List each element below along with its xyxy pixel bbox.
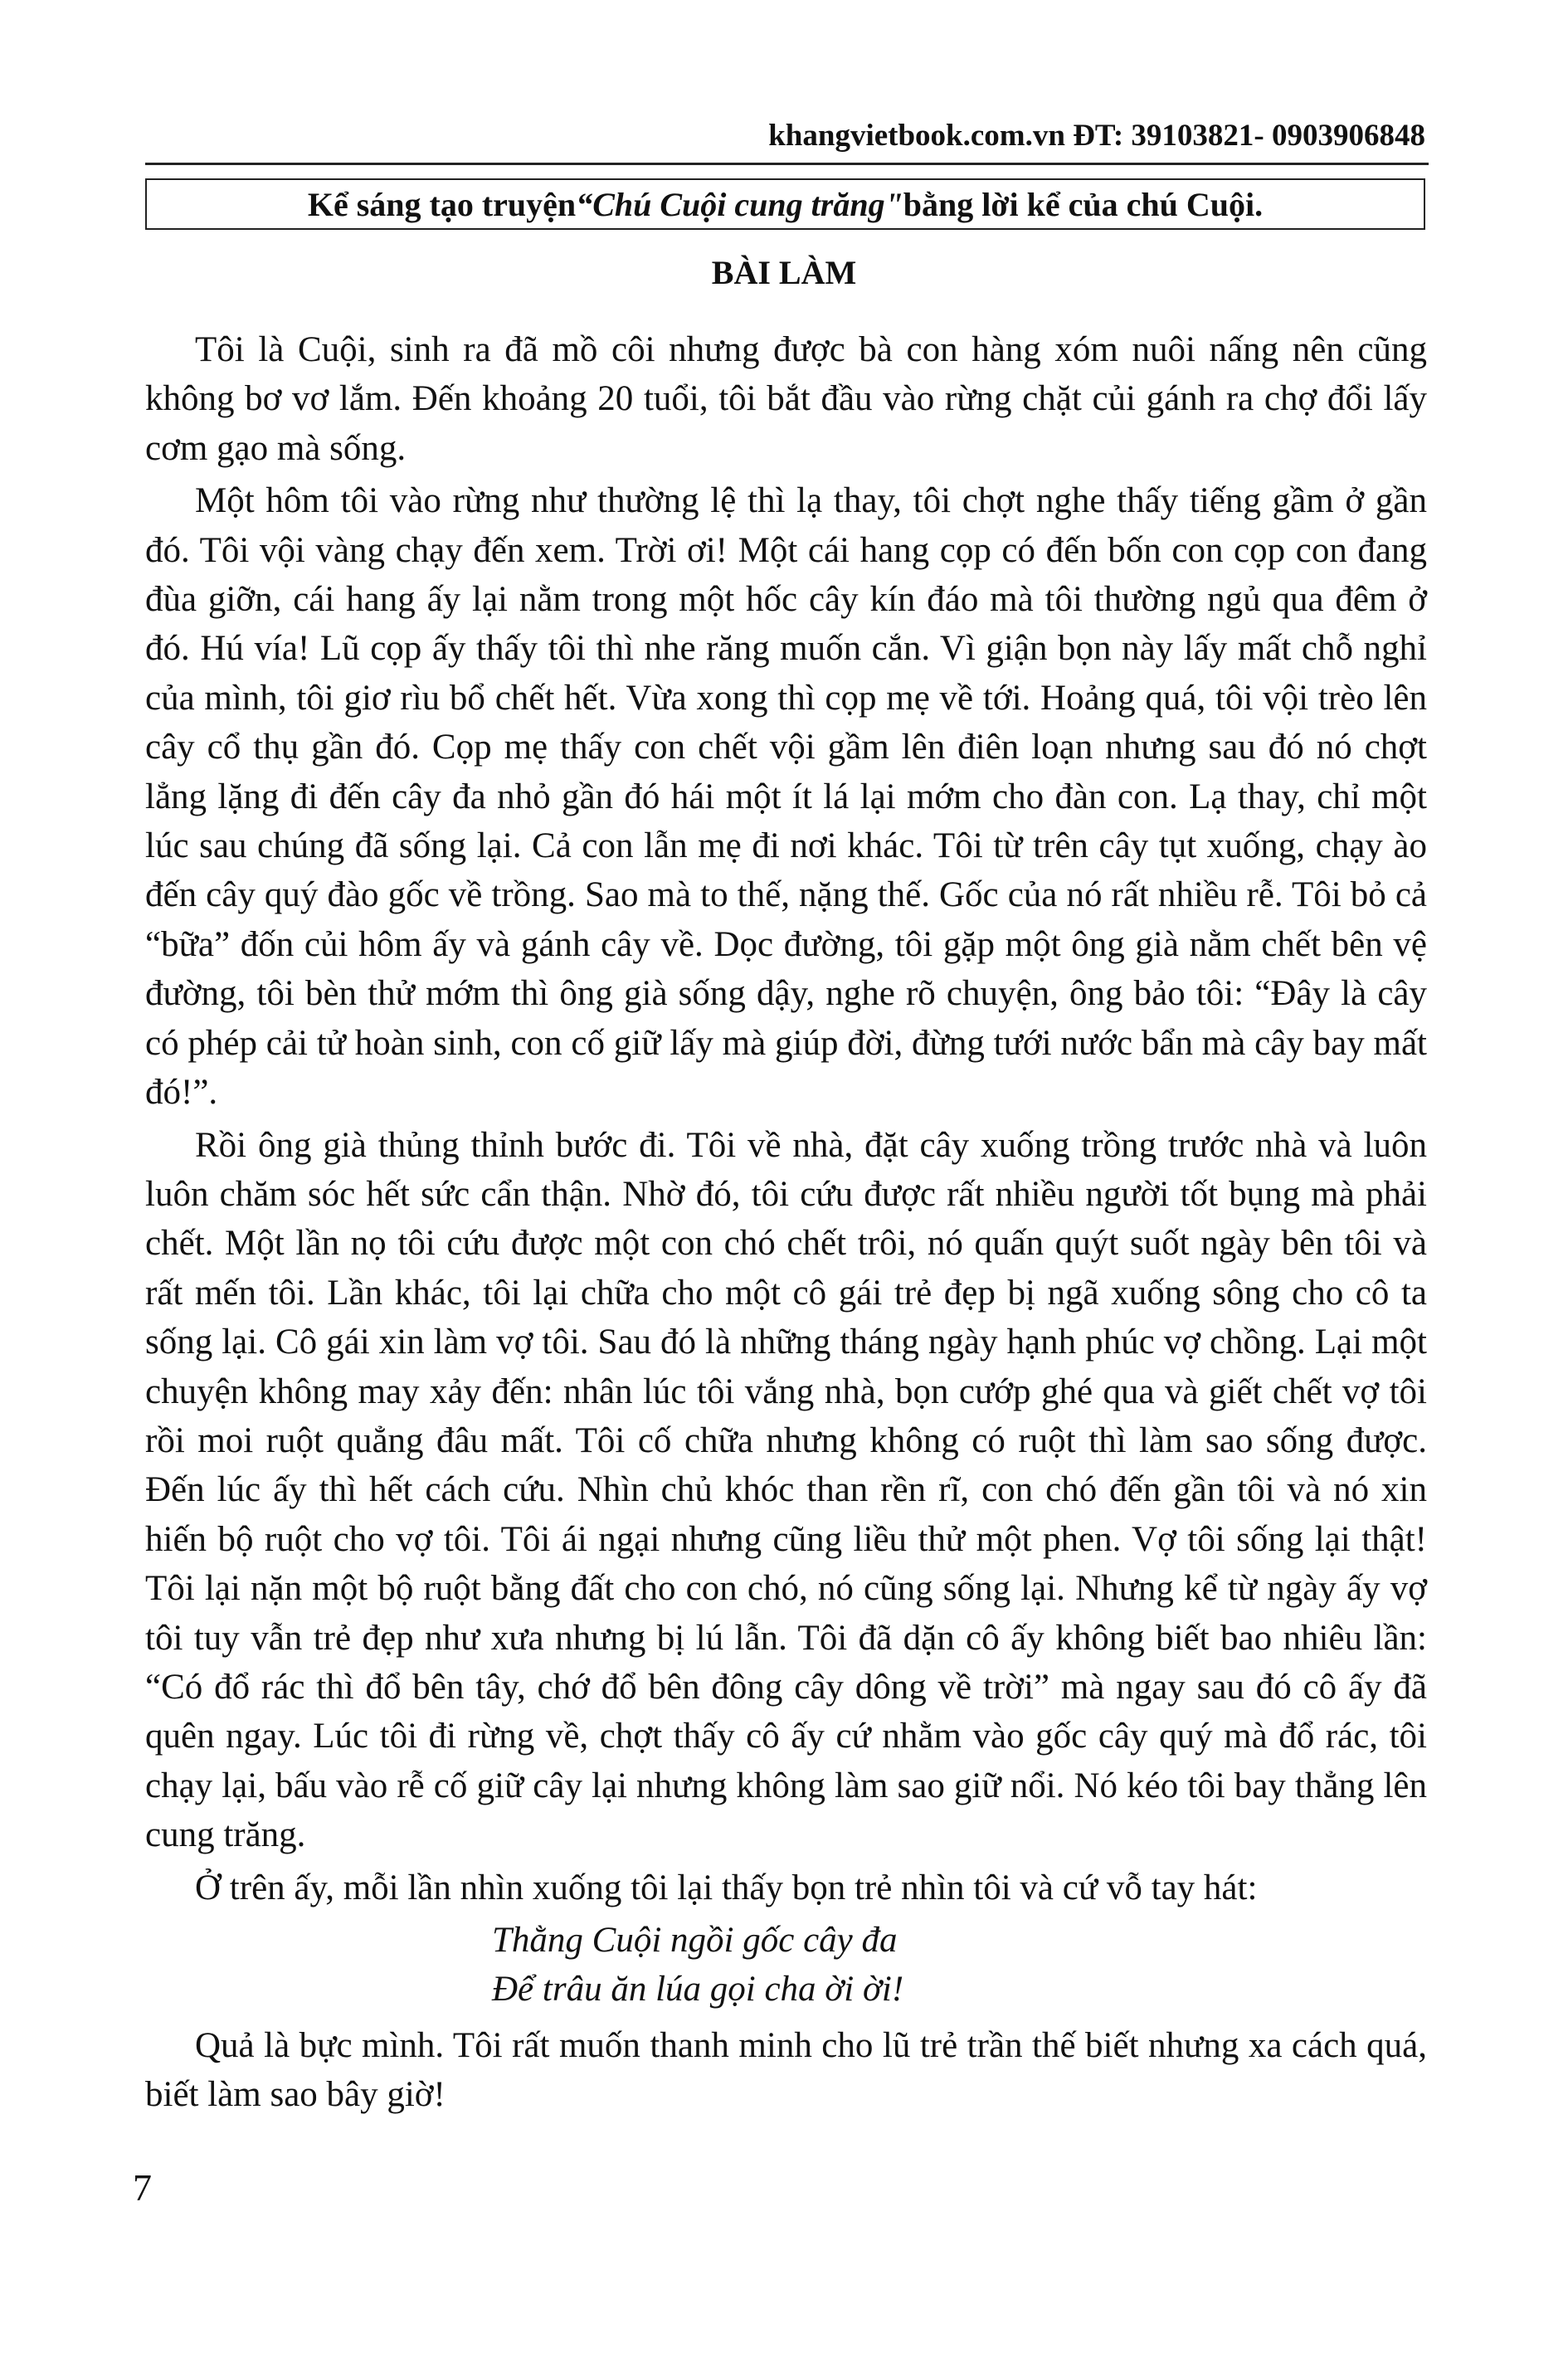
assignment-prompt-box (145, 178, 1425, 230)
verse-line-1: Thằng Cuội ngồi gốc cây đa (492, 1921, 898, 1960)
folk-verse (145, 1916, 1427, 2014)
essay-body (145, 325, 1427, 2123)
header-divider (145, 163, 1429, 165)
page-number: 7 (133, 2166, 152, 2209)
assignment-prompt-prefix: Kể sáng tạo truyện (307, 185, 577, 223)
paragraph-3: Rồi ông già thủng thỉnh bước đi. Tôi về nhà, đặt cây xuống trồng trước nhà và luôn luôn chăm sóc hết sức cẩn thận. Nhờ đó, tôi cứu được rất nhiều người tốt bụng mà phải chết. Một lần nọ tôi cứu được một con chó chết trôi, nó quấn quýt suốt ngày bên tôi và rất mến tôi. Lần khác, tôi lại chữa cho một cô gái trẻ đẹp bị ngã xuống sông cho cô ta sống lại. Cô gái xin làm vợ tôi. Sau đó là những tháng ngày hạnh phúc vợ chồng. Lại một chuyện không may xảy đến: nhân lúc tôi vắng nhà, bọn cướp ghé qua và giết chết vợ tôi rồi moi ruột quẳng đâu mất. Tôi cố chữa nhưng không có ruột thì làm sao sống được. Đến lúc ấy thì hết cách cứu. Nhìn chủ khóc than rền rĩ, con chó đến gần tôi và nó xin hiến bộ ruột cho vợ tôi. Tôi ái ngại nhưng cũng liều thử một phen. Vợ tôi sống lại thật! Tôi lại nặn một bộ ruột bằng đất cho con chó, nó cũng sống lại. Nhưng kể từ ngày ấy vợ tôi tuy vẫn trẻ đẹp như xưa nhưng bị lú lẫn. Tôi đã dặn cô ấy không biết bao nhiêu lần: “Có đổ rác thì đổ bên tây, chớ đổ bên đông cây dông về trời” mà ngay sau đó cô ấy đã quên ngay. Lúc tôi đi rừng về, chợt thấy cô ấy cứ nhằm vào gốc cây quý mà đổ rác, tôi chạy lại, bấu vào rễ cố giữ cây lại nhưng không làm sao giữ nổi. Nó kéo tôi bay thẳng lên cung trăng. (145, 1125, 1427, 1855)
publisher-contact-header: khangvietbook.com.vn ĐT: 39103821- 0903906848 (768, 119, 1425, 153)
assignment-prompt-suffix: bằng lời kể của chú Cuội. (903, 185, 1264, 223)
paragraph-2: Một hôm tôi vào rừng như thường lệ thì lạ thay, tôi chợt nghe thấy tiếng gầm ở gần đó. Tôi vội vàng chạy đến xem. Trời ơi! Một cái hang cọp có đến bốn con cọp con đang đùa giỡn, cái hang ấy lại nằm trong một hốc cây kín đáo mà tôi thường ngủ qua đêm ở đó. Hú vía! Lũ cọp ấy thấy tôi thì nhe răng muốn cắn. Vì giận bọn này lấy mất chỗ nghỉ của mình, tôi giơ rìu bổ chết hết. Vừa xong thì cọp mẹ về tới. Hoảng quá, tôi vội trèo lên cây cổ thụ gần đó. Cọp mẹ thấy con chết vội gầm lên điên loạn nhưng sau đó nó chợt lẳng lặng đi đến cây đa nhỏ gần đó hái một ít lá lại mớm cho đàn con. Lạ thay, chỉ một lúc sau chúng đã sống lại. Cả con lẫn mẹ đi nơi khác. Tôi từ trên cây tụt xuống, chạy ào đến cây quý đào gốc về trồng. Sao mà to thế, nặng thế. Gốc của nó rất nhiều rễ. Tôi bỏ cả “bữa” đốn củi hôm ấy và gánh cây về. Dọc đường, tôi gặp một ông già nằm chết bên vệ đường, tôi bèn thử mớm thì ông già sống dậy, nghe rõ chuyện, ông bảo tôi: “Đây là cây có phép cải tử hoàn sinh, con cố giữ lấy mà giúp đời, đừng tưới nước bẩn mà cây bay mất đó!”. (145, 481, 1427, 1113)
closing-paragraph: Quả là bực mình. Tôi rất muốn thanh minh cho lũ trẻ trần thế biết nhưng xa cách quá, biết làm sao bây giờ! (145, 2025, 1427, 2115)
verse-line-2: Để trâu ăn lúa gọi cha ời ời! (492, 1970, 904, 2010)
assignment-story-title: “Chú Cuội cung trăng" (576, 185, 903, 223)
paragraph-4: Ở trên ấy, mỗi lần nhìn xuống tôi lại thấy bọn trẻ nhìn tôi và cứ vỗ tay hát: (195, 1868, 1258, 1907)
paragraph-1: Tôi là Cuội, sinh ra đã mồ côi nhưng được bà con hàng xóm nuôi nấng nên cũng không bơ vơ lắm. Đến khoảng 20 tuổi, tôi bắt đầu vào rừng chặt củi gánh ra chợ đổi lấy cơm gạo mà sống. (145, 330, 1427, 468)
essay-title: BÀI LÀM (711, 254, 857, 291)
